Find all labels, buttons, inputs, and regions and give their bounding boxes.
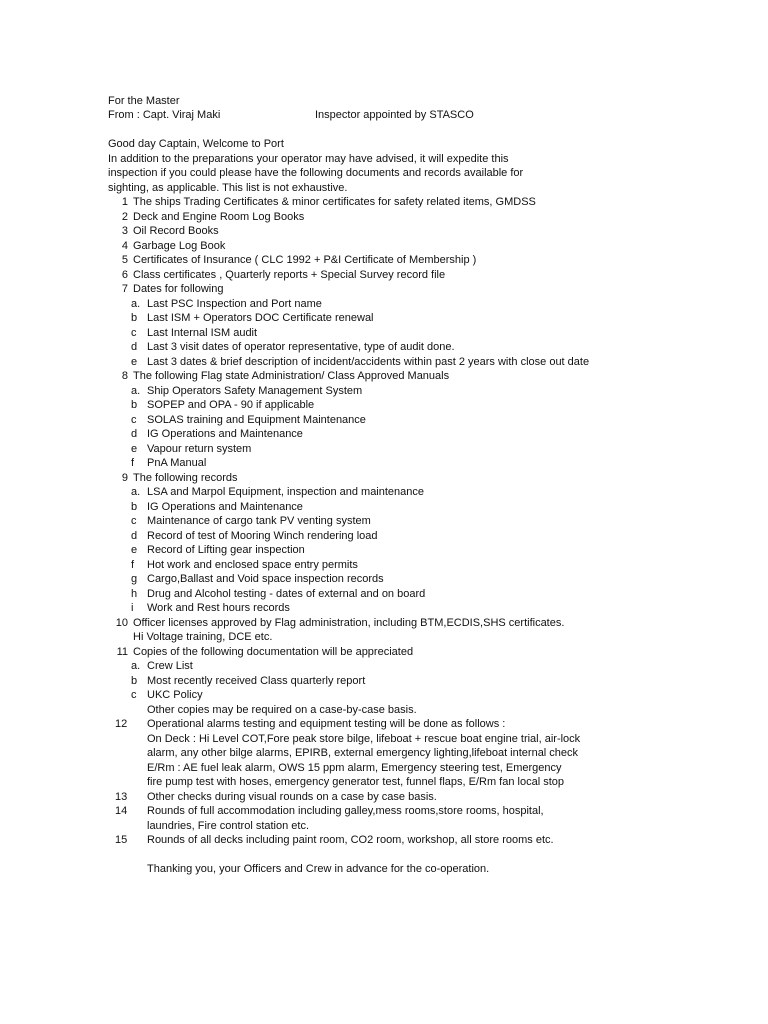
checklist-subitem (108, 500, 728, 515)
item-text: Operational alarms testing and equipment testing will be done as follows : (147, 718, 506, 730)
checklist-subitem (108, 413, 728, 428)
detail-text: laundries, Fire control station etc. (147, 819, 310, 832)
subitem-text: Work and Rest hours records (147, 602, 290, 614)
item-text: The following records (133, 471, 238, 484)
intro-line: sighting, as applicable. This list is not exhaustive. (108, 181, 348, 194)
item-detail-line (108, 746, 728, 761)
item-number: 9 (121, 471, 128, 484)
item-detail-line (108, 703, 728, 718)
checklist-subitem (108, 587, 728, 602)
item-number: 2 (121, 210, 128, 223)
checklist-subitem (108, 674, 728, 689)
subitem-text: Crew List (147, 660, 193, 672)
subitem-label: a. (131, 660, 141, 672)
inspector-line: Inspector appointed by STASCO (315, 109, 474, 121)
checklist-subitem (108, 601, 728, 616)
checklist-subitem (108, 427, 728, 442)
greeting: Good day Captain, Welcome to Port (108, 138, 284, 150)
checklist-item (108, 471, 728, 486)
item-text: Deck and Engine Room Log Books (133, 210, 305, 223)
item-text: Certificates of Insurance ( CLC 1992 + P&I Certificate of Membership ) (133, 254, 477, 266)
item-text: Officer licenses approved by Flag administration, including BTM,ECDIS,SHS certificates. (133, 616, 565, 629)
item-number: 15 (115, 834, 128, 846)
subitem-text: SOPEP and OPA - 90 if applicable (147, 399, 315, 411)
subitem-label: c (131, 413, 137, 426)
subitem-label: a. (131, 486, 141, 498)
checklist-subitem (108, 543, 728, 558)
detail-text: On Deck : Hi Level COT,Fore peak store bilge, lifeboat + rescue boat engine trial, air-lock (147, 732, 581, 745)
checklist-item (108, 804, 728, 819)
checklist-subitem (108, 558, 728, 573)
subitem-text: UKC Policy (147, 689, 203, 701)
subitem-label: d (131, 529, 138, 542)
from-line-row (108, 108, 474, 122)
subitem-text: Last 3 visit dates of operator representative, type of audit done. (147, 341, 455, 353)
checklist-item (108, 369, 728, 384)
checklist (108, 195, 728, 877)
item-number: 14 (115, 805, 128, 817)
checklist-item (108, 833, 728, 848)
item-number: 4 (121, 239, 128, 252)
item-text: Garbage Log Book (133, 239, 226, 252)
item-text: Other checks during visual rounds on a case by case basis. (147, 790, 437, 803)
subitem-text: LSA and Marpol Equipment, inspection and maintenance (147, 486, 425, 498)
subitem-label: b (131, 674, 138, 687)
item-number: 5 (121, 254, 128, 266)
subitem-label: h (131, 587, 138, 600)
item-number: 10 (115, 616, 128, 629)
item-number: 7 (121, 283, 128, 295)
subitem-text: Cargo,Ballast and Void space inspection records (147, 573, 384, 585)
item-text: Class certificates , Quarterly reports + Special Survey record file (133, 268, 446, 281)
subitem-text: Hot work and enclosed space entry permits (147, 558, 358, 571)
checklist-item (108, 239, 728, 254)
subitem-text: PnA Manual (147, 457, 207, 469)
subitem-label: e (131, 544, 138, 556)
checklist-item (108, 645, 728, 660)
item-text: Dates for following (133, 283, 224, 295)
checklist-subitem (108, 572, 728, 587)
subitem-text: Last 3 dates & brief description of incident/accidents within past 2 years with close out date (147, 355, 590, 368)
checklist-subitem (108, 485, 728, 500)
subitem-label: b (131, 500, 138, 513)
checklist-item (108, 717, 728, 732)
item-continuation (108, 630, 728, 645)
item-text: The following Flag state Administration/ Class Approved Manuals (133, 370, 450, 382)
checklist-subitem (108, 514, 728, 529)
subitem-label: b (131, 312, 138, 324)
item-number: 12 (115, 718, 128, 730)
item-text: Rounds of all decks including paint room, CO2 room, workshop, all store rooms etc. (147, 834, 554, 846)
item-number: 3 (121, 225, 128, 237)
subitem-label: c (131, 689, 137, 701)
item-detail-line (108, 862, 728, 877)
continuation-text: Hi Voltage training, DCE etc. (133, 631, 273, 643)
item-detail-line (108, 819, 728, 834)
checklist-item (108, 268, 728, 283)
document-body (108, 137, 728, 877)
item-detail-line (108, 732, 728, 747)
item-text: Oil Record Books (133, 225, 219, 237)
checklist-item (108, 224, 728, 239)
subitem-label: e (131, 355, 138, 368)
checklist-subitem (108, 529, 728, 544)
subitem-label: a. (131, 384, 141, 397)
intro-line: In addition to the preparations your operator may have advised, it will expedite this (108, 152, 509, 165)
checklist-subitem (108, 442, 728, 457)
subitem-label: i (131, 602, 134, 614)
checklist-subitem (108, 398, 728, 413)
subitem-label: d (131, 428, 138, 440)
item-detail-line (108, 761, 728, 776)
intro-line: inspection if you could please have the following documents and records available for (108, 167, 524, 179)
detail-text: alarm, any other bilge alarms, EPIRB, external emergency lighting,lifeboat internal check (147, 747, 579, 759)
checklist-subitem (108, 688, 728, 703)
detail-text: fire pump test with hoses, emergency generator test, funnel flaps, E/Rm fan local stop (147, 776, 564, 788)
checklist-subitem (108, 456, 728, 471)
detail-text: Thanking you, your Officers and Crew in advance for the co-operation. (147, 863, 490, 875)
blank-line (108, 848, 728, 863)
subitem-label: g (131, 573, 138, 585)
item-number: 11 (116, 645, 128, 658)
subitem-text: Drug and Alcohol testing - dates of external and on board (147, 587, 426, 600)
detail-text: Other copies may be required on a case-by-case basis. (147, 703, 417, 716)
checklist-subitem (108, 340, 728, 355)
subitem-text: Last PSC Inspection and Port name (147, 297, 322, 310)
subitem-text: Last Internal ISM audit (147, 326, 258, 339)
subitem-label: e (131, 442, 138, 455)
subitem-text: Ship Operators Safety Management System (147, 384, 363, 397)
subitem-text: Record of Lifting gear inspection (147, 544, 305, 556)
from-line: From : Capt. Viraj Maki (108, 109, 221, 121)
detail-text: E/Rm : AE fuel leak alarm, OWS 15 ppm alarm, Emergency steering test, Emergency (147, 761, 562, 774)
item-text: Rounds of full accommodation including galley,mess rooms,store rooms, hospital, (147, 805, 544, 817)
subitem-label: d (131, 341, 138, 353)
checklist-subitem (108, 355, 728, 370)
checklist-subitem (108, 326, 728, 341)
subitem-text: Maintenance of cargo tank PV venting system (147, 515, 371, 527)
checklist-item (108, 210, 728, 225)
subitem-label: f (131, 457, 135, 469)
checklist-item (108, 282, 728, 297)
item-detail-line (108, 775, 728, 790)
item-number: 13 (115, 790, 128, 803)
subitem-label: f (131, 558, 135, 571)
checklist-subitem (108, 311, 728, 326)
checklist-subitem (108, 659, 728, 674)
checklist-item (108, 253, 728, 268)
checklist-item (108, 790, 728, 805)
checklist-subitem (108, 297, 728, 312)
item-text: Copies of the following documentation will be appreciated (133, 645, 414, 658)
to-line: For the Master (108, 95, 180, 107)
checklist-item (108, 195, 728, 210)
subitem-label: c (131, 515, 137, 527)
subitem-text: SOLAS training and Equipment Maintenance (147, 413, 366, 426)
checklist-item (108, 616, 728, 631)
item-number: 1 (121, 196, 128, 208)
subitem-label: c (131, 326, 137, 339)
subitem-text: IG Operations and Maintenance (147, 500, 303, 513)
subitem-text: Record of test of Mooring Winch rendering load (147, 529, 378, 542)
subitem-text: Most recently received Class quarterly report (147, 674, 366, 687)
subitem-text: Last ISM + Operators DOC Certificate renewal (147, 312, 374, 324)
subitem-label: a. (131, 297, 141, 310)
subitem-text: IG Operations and Maintenance (147, 428, 303, 440)
subitem-label: b (131, 399, 138, 411)
subitem-text: Vapour return system (147, 442, 252, 455)
item-text: The ships Trading Certificates & minor certificates for safety related items, GMDSS (133, 196, 536, 208)
item-number: 6 (121, 268, 128, 281)
item-number: 8 (121, 370, 128, 382)
checklist-subitem (108, 384, 728, 399)
